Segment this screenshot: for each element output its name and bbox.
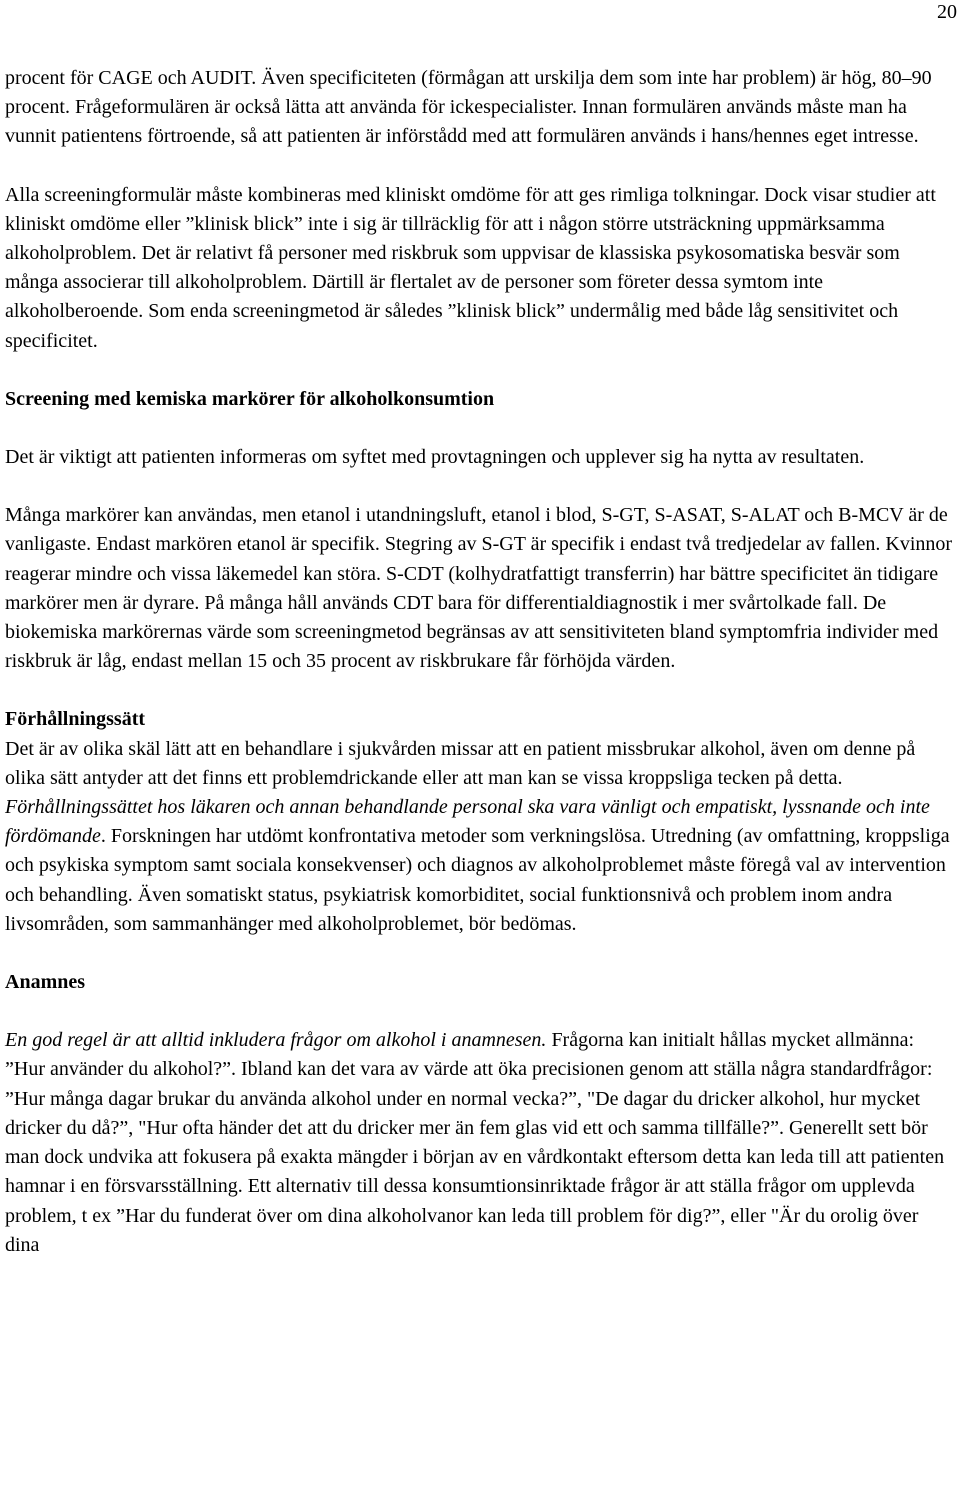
paragraph-clinical-judgement: Alla screeningformulär måste kombineras med kliniskt omdöme för att ges rimliga tolkningar. Dock visar studier att kliniskt omdöme eller ”klinisk blick” inte i sig är tillräcklig för att i någon större utsträckning uppmärksamma alkoholproblem. Det är relativt få personer med riskbruk som uppvisar de klassiska psykosomatiska besvär som många associerar till alkoholproblem. Därtill är flertalet av de personer som företer dessa symtom inte alkoholberoende. Som enda screeningmetod är således ”klinisk blick” undermålig med både låg sensitivitet och specificitet. [5,183,936,352]
page-number: 20 [937,1,957,23]
heading-approach: Förhållningssätt [5,708,146,731]
approach-text-end: . Forskningen har utdömt konfrontativa metoder som verkningslösa. Utredning (av omfattning, kroppsliga och psykiska symptom samt sociala konsekvenser) och diagnos av alkoholproblemet måste föregå val av intervention och behandling. Även somatiskt status, psykiatrisk komorbiditet, social funktionsnivå och problem inom andra livsområden, som sammanhänger med alkoholproblemet, bör bedömas. [5,825,950,935]
approach-emphasis: Förhållningssättet hos läkaren och annan behandlande personal ska vara vänligt och empatiskt, lyssnande och inte fördömande [5,796,930,848]
paragraph-cage-audit: procent för CAGE och AUDIT. Även specificiteten (förmågan att urskilja dem som inte har problem) är hög, 80–90 procent. Frågeformulären är också lätta att använda för ickespecialister. Innan formulären används måste man ha vunnit patientens förtroende, så att patienten är införstådd med att formulären används i hans/hennes eget intresse. [5,67,932,148]
paragraph-sampling-info: Det är viktigt att patienten informeras om syftet med provtagningen och upplever sig ha nytta av resultaten. [5,446,865,469]
paragraph-markers: Många markörer kan användas, men etanol i utandningsluft, etanol i blod, S-GT, S-ASAT, S-ALAT och B-MCV är de vanligaste. Endast markören etanol är specifik. Stegring av S-GT är specifik i endast två tredjedelar av fallen. Kvinnor reagerar mindre och vissa läkemedel kan störa. S-CDT (kolhydratfattigt transferrin) har bättre specificitet än tidigare markörer men är dyrare. På många håll används CDT bara för differentialdiagnostik i mer svårtolkade fall. De biokemiska markörernas värde som screeningmetod begränsas av att sensitiviteten bland symptomfria individer med riskbruk är låg, endast mellan 15 och 35 procent av riskbrukare får förhöjda värden. [5,504,953,673]
paragraph-approach [5,735,955,939]
anamnesis-emphasis: En god regel är att alltid inkludera frågor om alkohol i anamnesen. [5,1029,547,1052]
anamnesis-text: Frågorna kan initialt hållas mycket allmänna: ”Hur använder du alkohol?”. Ibland kan det vara av värde att öka precisionen genom att ställa några standardfrågor: ”Hur många dagar brukar du använda alkohol under en normal vecka?”, "De dagar du dricker alkohol, hur mycket dricker du då?”, "Hur ofta händer det att du dricker mer än fem glas vid ett och samma tillfälle?”. Generellt sett bör man dock undvika att fokusera på exakta mängder i början av en vårdkontakt eftersom detta kan leda till att patienten hamnar i en försvarsställning. Ett alternativ till dessa konsumtionsinriktade frågor är att ställa frågor om upplevda problem, t ex ”Har du funderat över om dina alkoholvanor kan leda till problem för dig?”, eller "Är du orolig över dina [5,1029,945,1256]
document-body [5,64,955,1260]
paragraph-anamnesis [5,1026,955,1260]
heading-chemical-markers: Screening med kemiska markörer för alkoholkonsumtion [5,387,495,410]
heading-anamnesis: Anamnes [5,971,86,994]
approach-text-start: Det är av olika skäl lätt att en behandlare i sjukvården missar att en patient missbrukar alkohol, även om denne på olika sätt antyder att det finns ett problemdrickande eller att man kan se vissa kroppsliga tecken på detta. [5,737,916,789]
